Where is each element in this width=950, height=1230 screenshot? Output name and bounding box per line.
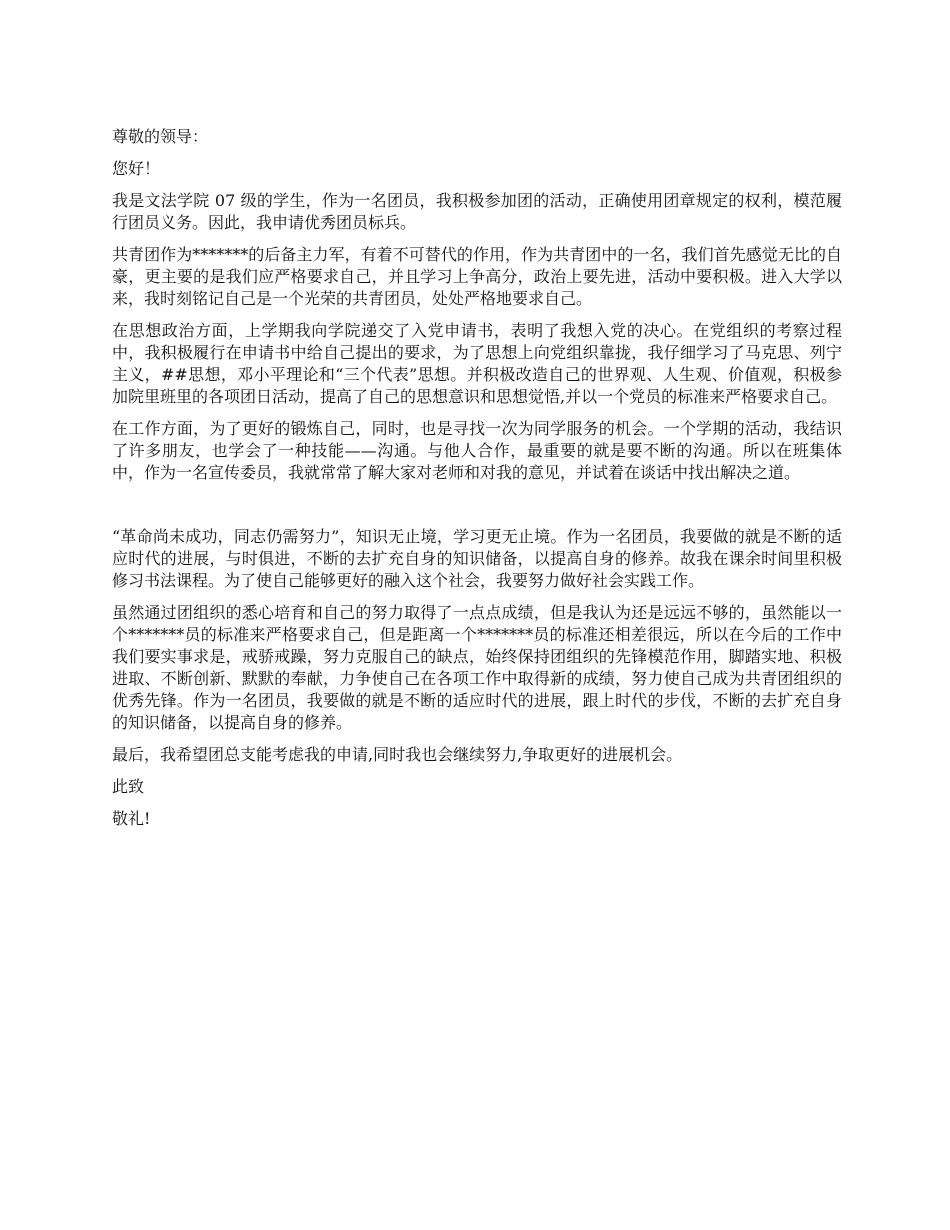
paragraph-work: 在工作方面，为了更好的锻炼自己，同时，也是寻找一次为同学服务的机会。一个学期的活动，我结识了许多朋友，也学会了一种技能——沟通。与他人合作，最重要的就是要不断的沟通。所以在班集体中，作为一名宣传委员，我就常常了解大家对老师和对我的意见，并试着在谈话中找出解决之道。 bbox=[112, 419, 842, 482]
paragraph-spacer bbox=[112, 494, 842, 526]
salutation: 尊敬的领导： bbox=[112, 127, 209, 146]
application-letter bbox=[112, 126, 842, 840]
paragraph-introduction: 我是文法学院 07 级的学生，作为一名团员，我积极参加团的活动，正确使用团章规定的权利，模范履行团员义务。因此，我申请优秀团员标兵。 bbox=[112, 191, 842, 232]
closing-cizhi: 此致 bbox=[112, 777, 145, 796]
closing-jingli: 敬礼! bbox=[112, 809, 151, 828]
paragraph-self-reflection: 虽然通过团组织的悉心培育和自己的努力取得了一点点成绩，但是我认为还是远远不够的，虽然能以一个*******员的标准来严格要求自己，但是距离一个*******员的标准还相差很远，所以在今后的工作中我们要实事求是，戒骄戒躁，努力克服自己的缺点，始终保持团组织的先锋模范作用，脚踏实地、积极进取、不断创新、默默的奉献，力争使自己在各项工作中取得新的成绩，努力使自己成为共青团组织的优秀先锋。作为一名团员，我要做的就是不断的适应时代的进展，跟上时代的步伐，不断的去扩充自身的知识储备，以提高自身的修养。 bbox=[112, 603, 842, 732]
paragraph-league-role: 共青团作为*******的后备主力军，有着不可替代的作用，作为共青团中的一名，我们首先感觉无比的自豪，更主要的是我们应严格要求自己，并且学习上争高分，政治上要先进，活动中要积极。进入大学以来，我时刻铭记自己是一个光荣的共青团员，处处严格地要求自己。 bbox=[112, 245, 842, 308]
paragraph-conclusion: 最后，我希望团总支能考虑我的申请,同时我也会继续努力,争取更好的进展机会。 bbox=[112, 745, 683, 764]
paragraph-political-thought: 在思想政治方面，上学期我向学院递交了入党申请书，表明了我想入党的决心。在党组织的考察过程中，我积极履行在申请书中给自己提出的要求，为了思想上向党组织靠拢，我仔细学习了马克思、列宁主义，##思想，邓小平理论和“三个代表”思想。并积极改造自己的世界观、人生观、价值观，积极参加院里班里的各项团日活动，提高了自己的思想意识和思想觉悟,并以一个党员的标准来严格要求自己。 bbox=[112, 321, 842, 406]
greeting: 您好！ bbox=[112, 159, 161, 178]
paragraph-continuous-learning: “革命尚未成功，同志仍需努力”，知识无止境，学习更无止境。作为一名团员，我要做的就是不断的适应时代的进展，与时俱进，不断的去扩充自身的知识储备，以提高自身的修养。故我在课余时间里积极修习书法课程。为了使自己能够更好的融入这个社会，我要努力做好社会实践工作。 bbox=[112, 527, 842, 590]
